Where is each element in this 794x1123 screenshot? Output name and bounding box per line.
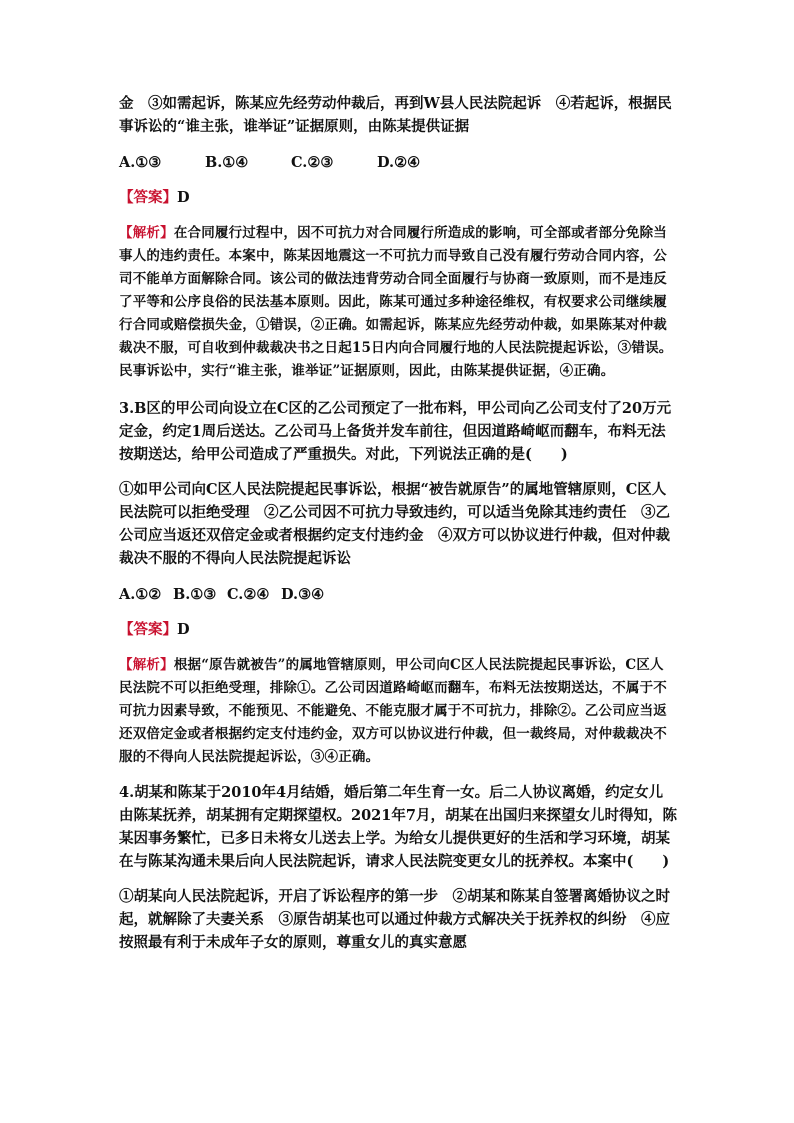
analysis-text: 根据“原告就被告”的属地管辖原则，甲公司向C区人民法院提起民事诉讼，C区人民法院不可以拒绝受理，排除①。乙公司因道路崎岖而翻车，布料无法按期送达，不属于不可抗力因素导致，不能预见、不能避免、不能克服才属于不可抗力，排除②。乙公司应当返还双倍定金或者根据约定支付违约金，双方可以协议进行仲裁，但一裁终局，对仲裁裁决不服的不得向人民法院提起诉讼，③④正确。 [119, 657, 667, 765]
answer-value: D [177, 621, 190, 638]
option-a: A.①② [119, 585, 162, 603]
q3-items: ①如甲公司向C区人民法院提起民事诉讼，根据“被告就原告”的属地管辖原则，C区人民法院可以拒绝受理 ②乙公司因不可抗力导致违约，可以适当免除其违约责任 ③乙公司应当返还双倍定金或者根据约定支付违约金 ④双方可以协议进行仲裁，但对仲裁裁决不服的不得向人民法院提起诉讼 [119, 481, 670, 567]
q2-options [119, 150, 677, 174]
page-content [119, 92, 677, 966]
analysis-text: 在合同履行过程中，因不可抗力对合同履行所造成的影响，可全部或者部分免除当事人的违约责任。本案中，陈某因地震这一不可抗力而导致自己没有履行劳动合同内容，公司不能单方面解除合同。该公司的做法违背劳动合同全面履行与协商一致原则，而不是违反了平等和公序良俗的民法基本原则。因此，陈某可通过多种途径维权，有权要求公司继续履行合同或赔偿损失金，①错误，②正确。如需起诉，陈某应先经劳动仲裁，如果陈某对仲裁裁决不服，可自收到仲裁裁决书之日起15日内向合同履行地的人民法院提起诉讼，③错误。民事诉讼中，实行“谁主张，谁举证”证据原则，因此，由陈某提供证据，④正确。 [119, 225, 673, 379]
option-c: C.②③ [291, 153, 334, 171]
q3-options [119, 582, 677, 606]
analysis-tag: 【解析】 [119, 225, 174, 241]
q4-stem: 4.胡某和陈某于2010年4月结婚，婚后第二年生育一女。后二人协议离婚，约定女儿由陈某抚养，胡某拥有定期探望权。2021年7月，胡某在出国归来探望女儿时得知，陈某因事务繁忙，已多日未将女儿送去上学。为给女儿提供更好的生活和学习环境，胡某在与陈某沟通未果后向人民法院起诉，请求人民法院变更女儿的抚养权。本案中( ) [119, 784, 677, 870]
analysis-tag: 【解析】 [119, 657, 174, 673]
option-b: B.①④ [205, 153, 249, 171]
q3-answer [119, 618, 677, 642]
option-b: B.①③ [173, 585, 217, 603]
q2-items-continued: 金 ③如需起诉，陈某应先经劳动仲裁后，再到W县人民法院起诉 ④若起诉，根据民事诉讼的“谁主张，谁举证”证据原则，由陈某提供证据 [119, 95, 672, 135]
q3-analysis [119, 654, 677, 769]
q2-answer [119, 186, 677, 210]
option-d: D.②④ [377, 153, 421, 171]
option-c: C.②④ [227, 585, 270, 603]
option-d: D.③④ [281, 585, 325, 603]
answer-tag: 【答案】 [119, 189, 177, 206]
answer-tag: 【答案】 [119, 621, 177, 638]
q3-stem: 3.B区的甲公司向设立在C区的乙公司预定了一批布料，甲公司向乙公司支付了20万元定金，约定1周后送达。乙公司马上备货并发车前往，但因道路崎岖而翻车，布料无法按期送达，给甲公司造成了严重损失。对此，下列说法正确的是( ) [119, 400, 672, 463]
option-a: A.①③ [119, 153, 162, 171]
q4-items: ①胡某向人民法院起诉，开启了诉讼程序的第一步 ②胡某和陈某自签署离婚协议之时起，就解除了夫妻关系 ③原告胡某也可以通过仲裁方式解决关于抚养权的纠纷 ④应按照最有利于未成年子女的原则，尊重女儿的真实意愿 [119, 888, 670, 951]
q2-analysis [119, 222, 677, 383]
answer-value: D [177, 189, 190, 206]
